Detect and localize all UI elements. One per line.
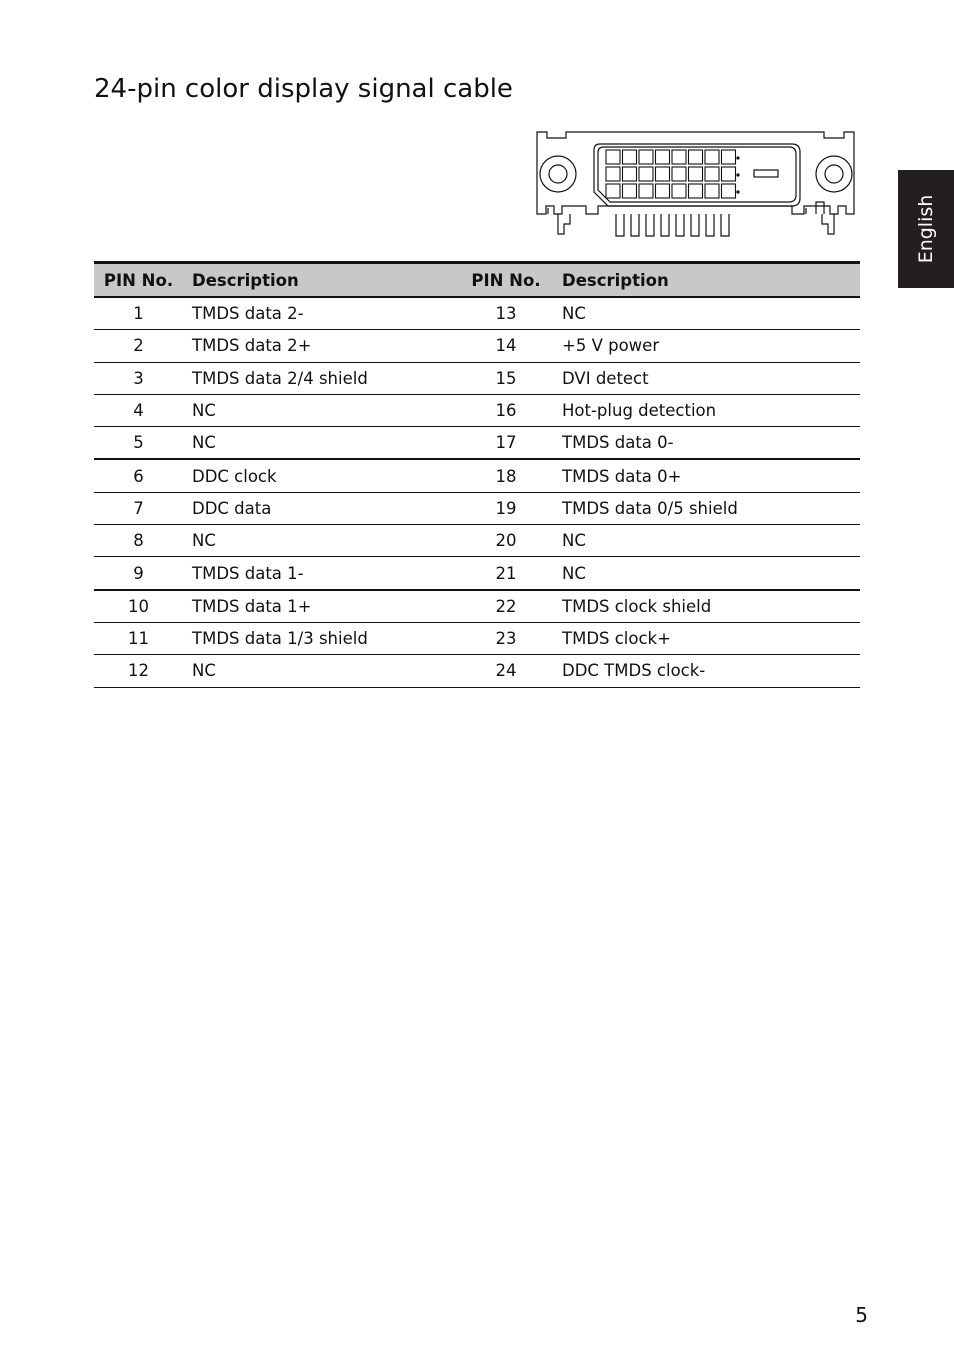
connector-pin-socket [656,184,670,198]
pin-number: 8 [94,525,183,557]
table-row [94,622,860,654]
pin-description: NC [548,525,860,557]
pin-number: 9 [94,557,183,590]
table-row [94,655,860,687]
table-row [94,362,860,394]
pin-description: TMDS data 2/4 shield [183,362,464,394]
pin-description: TMDS data 2+ [183,330,464,362]
dvi-connector-diagram [534,128,858,240]
connector-pin-socket [672,167,686,181]
pin-description: NC [548,557,860,590]
pin-description: TMDS clock shield [548,590,860,623]
table-row [94,330,860,362]
table-row [94,394,860,426]
pin-number: 10 [94,590,183,623]
connector-pin-socket [705,167,719,181]
pin-number: 2 [94,330,183,362]
connector-pin-socket [639,184,653,198]
col-header-description-left: Description [183,263,464,298]
pin-number: 14 [464,330,548,362]
pin-number: 22 [464,590,548,623]
pin-number: 5 [94,427,183,460]
pin-number: 23 [464,622,548,654]
table-row [94,557,860,590]
connector-pin-socket [656,167,670,181]
connector-pin-socket [705,150,719,164]
pin-number: 24 [464,655,548,687]
side-tab-label: English [915,194,937,264]
connector-pin-socket [705,184,719,198]
pin-description: +5 V power [548,330,860,362]
col-header-pin-left: PIN No. [94,263,183,298]
table-row [94,427,860,460]
table-header-row [94,263,860,298]
pin-number: 19 [464,492,548,524]
table-row [94,297,860,330]
pin-number: 15 [464,362,548,394]
connector-pin-socket [722,184,736,198]
pin-description: TMDS data 1+ [183,590,464,623]
connector-pin-socket [672,150,686,164]
pin-description: Hot-plug detection [548,394,860,426]
pin-description: TMDS data 1- [183,557,464,590]
connector-pin-socket [606,167,620,181]
pin-description: TMDS data 0/5 shield [548,492,860,524]
connector-pin-socket [689,167,703,181]
pin-description: TMDS clock+ [548,622,860,654]
pin-description: NC [183,427,464,460]
connector-pin-socket [639,167,653,181]
pin-number: 21 [464,557,548,590]
connector-pin-socket [722,167,736,181]
table-row [94,459,860,492]
connector-pin-socket [623,167,637,181]
table-row [94,590,860,623]
pin-description: DDC TMDS clock- [548,655,860,687]
language-side-tab [898,170,954,288]
pin-number: 17 [464,427,548,460]
pin-number: 13 [464,297,548,330]
pin-number: 1 [94,297,183,330]
pin-description: TMDS data 1/3 shield [183,622,464,654]
connector-pin-socket [722,150,736,164]
pin-number: 12 [94,655,183,687]
pin-description: DVI detect [548,362,860,394]
page-number: 5 [855,1303,868,1327]
pin-description: NC [183,394,464,426]
connector-pin-socket [606,150,620,164]
connector-pin-socket [606,184,620,198]
connector-pin-socket [689,184,703,198]
pin-number: 4 [94,394,183,426]
pin-number: 18 [464,459,548,492]
table-row [94,525,860,557]
connector-pin-socket [656,150,670,164]
pin-description: NC [183,525,464,557]
connector-pin-socket [672,184,686,198]
pin-number: 20 [464,525,548,557]
pin-description: DDC clock [183,459,464,492]
pin-number: 6 [94,459,183,492]
page-title: 24-pin color display signal cable [94,74,513,104]
pin-number: 7 [94,492,183,524]
pin-number: 3 [94,362,183,394]
pin-description: NC [548,297,860,330]
pin-description: TMDS data 0- [548,427,860,460]
col-header-pin-right: PIN No. [464,263,548,298]
pin-description: TMDS data 2- [183,297,464,330]
connector-pin-socket [689,150,703,164]
table-row [94,492,860,524]
pin-description: NC [183,655,464,687]
pin-number: 16 [464,394,548,426]
connector-pin-socket [623,150,637,164]
pin-description: DDC data [183,492,464,524]
pin-number: 11 [94,622,183,654]
connector-pin-socket [623,184,637,198]
col-header-description-right: Description [548,263,860,298]
pin-description: TMDS data 0+ [548,459,860,492]
connector-pin-socket [639,150,653,164]
pin-assignment-table [94,261,860,688]
